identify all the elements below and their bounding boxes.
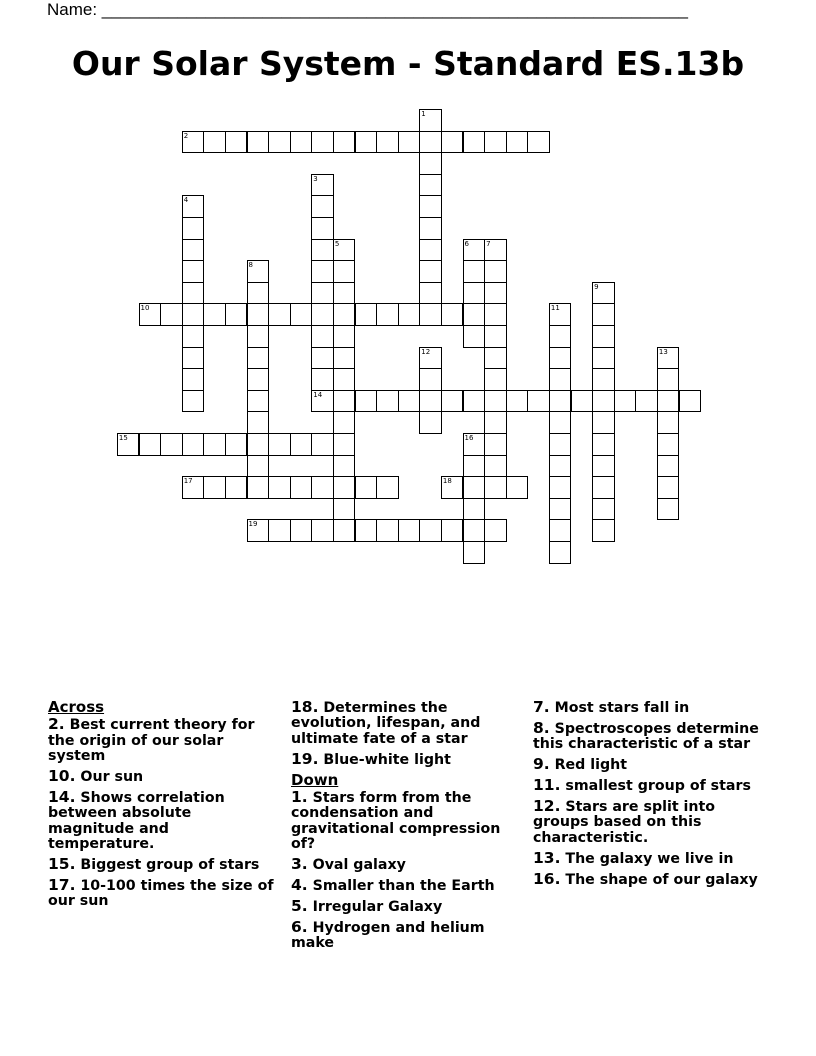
grid-cell[interactable] [247,455,270,478]
grid-cell[interactable] [657,498,680,521]
grid-cell[interactable] [549,519,572,542]
grid-cell[interactable] [463,476,486,499]
clue-number: 15. [48,855,76,874]
grid-cell[interactable] [657,411,680,434]
clue-text: Most stars fall in [549,700,690,716]
grid-cell[interactable] [182,368,205,391]
grid-cell[interactable] [657,390,680,413]
grid-cell[interactable] [311,131,334,154]
grid-cell[interactable] [484,433,507,456]
clue-number: 1. [291,788,308,807]
grid-cell[interactable] [290,131,313,154]
grid-cell[interactable] [592,347,615,370]
grid-cell[interactable] [355,390,378,413]
grid-cell[interactable] [463,239,486,262]
grid-cell[interactable] [419,303,442,326]
clue-text: Stars form from the condensation and gravitational compression of? [291,790,501,853]
grid-cell[interactable] [333,282,356,305]
grid-cell[interactable] [657,455,680,478]
clue-number: 4. [291,876,308,895]
clue-text: Oval galaxy [307,857,406,874]
grid-cell[interactable] [592,368,615,391]
grid-cell[interactable] [311,476,334,499]
grid-cell[interactable] [549,325,572,348]
clue-number: 3. [291,855,308,874]
grid-cell[interactable] [441,303,464,326]
clue-item [291,896,521,915]
grid-cell[interactable] [549,498,572,521]
clue-number-label: 16 [464,434,474,442]
grid-cell[interactable] [333,368,356,391]
grid-cell[interactable] [463,433,486,456]
grid-cell[interactable] [592,390,615,413]
grid-cell[interactable] [311,433,334,456]
grid-cell[interactable] [441,390,464,413]
grid-cell[interactable] [355,131,378,154]
grid-cell[interactable] [182,260,205,283]
clue-item [533,848,763,867]
grid-cell[interactable] [679,390,702,413]
grid-cell[interactable] [333,347,356,370]
grid-cell[interactable] [463,390,486,413]
clue-item [533,700,763,716]
clue-text: Biggest group of stars [75,857,260,874]
grid-cell[interactable] [333,498,356,521]
clue-item [533,869,763,888]
grid-cell[interactable] [333,131,356,154]
grid-cell[interactable] [484,455,507,478]
grid-cell[interactable] [419,260,442,283]
grid-cell[interactable] [182,239,205,262]
grid-cell[interactable] [592,498,615,521]
grid-cell[interactable] [182,390,205,413]
grid-cell[interactable] [311,519,334,542]
grid-cell[interactable] [247,411,270,434]
grid-cell[interactable] [398,519,421,542]
grid-cell[interactable] [182,282,205,305]
grid-cell[interactable] [182,476,205,499]
clue-text: smallest group of stars [560,778,751,795]
clue-number-label: 3 [313,174,318,183]
grid-cell[interactable] [333,260,356,283]
clue-number: 18. [291,698,319,716]
grid-cell[interactable] [419,368,442,391]
name-field[interactable]: Name: ______________________________________________________________ [47,0,688,19]
across-heading: Across [48,698,105,716]
grid-cell[interactable] [311,260,334,283]
clue-item [533,718,763,753]
grid-cell[interactable] [463,455,486,478]
grid-cell[interactable] [592,433,615,456]
grid-cell[interactable] [333,476,356,499]
grid-cell[interactable] [311,282,334,305]
grid-cell[interactable] [484,411,507,434]
grid-cell[interactable] [203,303,226,326]
grid-cell[interactable] [463,282,486,305]
grid-cell[interactable] [333,455,356,478]
grid-cell[interactable] [549,347,572,370]
clue-number-label: 6 [464,239,469,248]
grid-cell[interactable] [549,411,572,434]
grid-cell[interactable] [160,303,183,326]
clue-text: The galaxy we live in [560,850,734,867]
grid-cell[interactable] [376,519,399,542]
grid-cell[interactable] [355,303,378,326]
clue-item [291,700,521,747]
grid-cell[interactable] [247,368,270,391]
grid-cell[interactable] [484,325,507,348]
grid-cell[interactable] [527,131,550,154]
clue-item [291,857,521,873]
grid-cell[interactable] [527,390,550,413]
grid-cell[interactable] [463,498,486,521]
grid-cell[interactable] [355,519,378,542]
clue-number-label: 18 [442,477,452,486]
clue-text: The shape of our galaxy [560,871,758,888]
grid-cell[interactable] [419,411,442,434]
clue-item [291,917,521,952]
clue-text: 10-100 times the size of our sun [48,878,274,910]
grid-cell[interactable] [419,152,442,175]
clue-number: 6. [291,917,308,936]
clue-number: 13. [533,848,561,867]
grid-cell[interactable] [463,131,486,154]
grid-cell[interactable] [311,195,334,218]
clue-number: 7. [533,698,550,716]
grid-cell[interactable] [657,347,680,370]
grid-cell[interactable] [506,131,529,154]
grid-cell[interactable] [398,303,421,326]
grid-cell[interactable] [484,282,507,305]
grid-cell[interactable] [268,303,291,326]
grid-cell[interactable] [398,131,421,154]
grid-cell[interactable] [268,433,291,456]
grid-cell[interactable] [117,433,140,456]
grid-cell[interactable] [419,174,442,197]
grid-cell[interactable] [419,282,442,305]
grid-cell[interactable] [333,390,356,413]
grid-cell[interactable] [419,239,442,262]
grid-cell[interactable] [225,476,248,499]
grid-cell[interactable] [635,390,658,413]
grid-cell[interactable] [463,303,486,326]
grid-cell[interactable] [290,303,313,326]
clue-item [533,778,763,794]
grid-cell[interactable] [247,476,270,499]
grid-cell[interactable] [203,476,226,499]
grid-cell[interactable] [549,390,572,413]
grid-cell[interactable] [592,325,615,348]
clue-item [291,749,521,768]
clue-text: Best current theory for the origin of our solar system [48,717,255,765]
grid-cell[interactable] [614,390,637,413]
grid-cell[interactable] [484,131,507,154]
clue-text: Our sun [75,769,144,786]
clue-number-label: 13 [658,347,668,356]
clue-number-label: 11 [550,304,560,313]
grid-cell[interactable] [203,131,226,154]
grid-cell[interactable] [203,433,226,456]
grid-cell[interactable] [333,519,356,542]
clue-text: Determines the evolution, lifespan, and ultimate fate of a star [291,700,481,747]
grid-cell[interactable] [484,390,507,413]
grid-cell[interactable] [225,131,248,154]
clue-number-label: 19 [248,520,258,529]
grid-cell[interactable] [311,390,334,413]
down-heading: Down [291,770,339,789]
clue-item [291,878,521,894]
grid-cell[interactable] [657,368,680,391]
clues-column-3 [533,700,763,893]
grid-cell[interactable] [592,476,615,499]
clue-number: 2. [48,715,65,734]
grid-cell[interactable] [311,325,334,348]
grid-cell[interactable] [182,217,205,240]
grid-cell[interactable] [376,390,399,413]
clue-item [48,769,278,785]
grid-cell[interactable] [549,433,572,456]
grid-cell[interactable] [225,433,248,456]
grid-cell[interactable] [290,519,313,542]
grid-cell[interactable] [247,390,270,413]
grid-cell[interactable] [463,260,486,283]
grid-cell[interactable] [441,476,464,499]
grid-cell[interactable] [311,239,334,262]
grid-cell[interactable] [225,303,248,326]
page-title: Our Solar System - Standard ES.13b [71,44,745,83]
grid-cell[interactable] [549,455,572,478]
grid-cell[interactable] [376,303,399,326]
clue-number: 11. [533,776,561,795]
grid-cell[interactable] [463,325,486,348]
grid-cell[interactable] [419,347,442,370]
clue-number-label: 7 [486,239,491,248]
grid-cell[interactable] [592,519,615,542]
clue-number-label: 10 [140,304,150,313]
grid-cell[interactable] [441,519,464,542]
grid-cell[interactable] [247,519,270,542]
grid-cell[interactable] [268,131,291,154]
grid-cell[interactable] [247,260,270,283]
grid-cell[interactable] [139,433,162,456]
grid-cell[interactable] [657,433,680,456]
clue-number-label: 5 [334,239,340,248]
grid-cell[interactable] [419,109,442,132]
clues-column-2 [291,700,521,956]
grid-cell[interactable] [182,303,205,326]
grid-cell[interactable] [355,476,378,499]
grid-cell[interactable] [484,239,507,262]
grid-cell[interactable] [311,347,334,370]
grid-cell[interactable] [419,519,442,542]
grid-cell[interactable] [506,390,529,413]
clue-item [291,790,521,853]
grid-cell[interactable] [333,433,356,456]
grid-cell[interactable] [463,519,486,542]
grid-cell[interactable] [592,303,615,326]
grid-cell[interactable] [311,368,334,391]
clue-item [48,717,278,764]
clue-number: 17. [48,876,76,895]
grid-cell[interactable] [268,476,291,499]
grid-cell[interactable] [333,325,356,348]
grid-cell[interactable] [311,303,334,326]
grid-cell[interactable] [484,519,507,542]
grid-cell[interactable] [311,217,334,240]
grid-cell[interactable] [484,303,507,326]
clue-number: 10. [48,767,76,786]
clue-number-label: 14 [313,390,323,399]
clue-text: Irregular Galaxy [307,898,443,915]
clue-number: 8. [533,718,550,737]
grid-cell[interactable] [247,303,270,326]
grid-cell[interactable] [592,282,615,305]
grid-cell[interactable] [333,239,356,262]
clue-text: Shows correlation between absolute magnitude and temperature. [48,790,225,853]
grid-cell[interactable] [268,519,291,542]
grid-cell[interactable] [419,217,442,240]
clue-number-label: 12 [421,347,431,356]
clue-number: 9. [533,755,550,774]
grid-cell[interactable] [139,303,162,326]
grid-cell[interactable] [419,195,442,218]
clue-text: Red light [549,757,628,774]
grid-cell[interactable] [441,131,464,154]
grid-cell[interactable] [290,476,313,499]
grid-cell[interactable] [398,390,421,413]
grid-cell[interactable] [182,433,205,456]
clue-item [533,757,763,773]
grid-cell[interactable] [333,303,356,326]
grid-cell[interactable] [247,131,270,154]
grid-cell[interactable] [247,282,270,305]
clue-number: 5. [291,896,308,915]
grid-cell[interactable] [419,390,442,413]
grid-cell[interactable] [657,476,680,499]
grid-cell[interactable] [182,347,205,370]
grid-cell[interactable] [290,433,313,456]
grid-cell[interactable] [592,411,615,434]
clue-number-label: 2 [183,131,189,140]
clue-number-label: 15 [118,434,128,442]
grid-cell[interactable] [419,131,442,154]
grid-cell[interactable] [484,260,507,283]
clue-item [48,857,278,873]
grid-cell[interactable] [247,325,270,348]
clue-item [533,799,763,846]
clue-item [48,878,278,910]
clue-number-label: 17 [183,477,193,486]
grid-cell[interactable] [247,433,270,456]
clue-text: Blue-white light [318,751,451,768]
grid-cell[interactable] [333,411,356,434]
grid-cell[interactable] [549,541,572,564]
grid-cell[interactable] [484,347,507,370]
grid-cell[interactable] [311,174,334,197]
grid-cell[interactable] [376,476,399,499]
grid-cell[interactable] [549,476,572,499]
clue-item [48,790,278,853]
clue-number: 12. [533,797,561,816]
grid-cell[interactable] [549,303,572,326]
grid-cell[interactable] [571,390,594,413]
clue-text: Stars are split into groups based on this characteristic. [533,799,716,846]
clue-text: Spectroscopes determine this characteristic of a star [533,720,759,753]
clue-number: 16. [533,869,561,888]
clue-text: Hydrogen and helium make [291,919,485,952]
grid-cell[interactable] [463,541,486,564]
grid-cell[interactable] [376,131,399,154]
grid-cell[interactable] [182,131,205,154]
grid-cell[interactable] [549,368,572,391]
clue-number-label: 1 [421,110,426,118]
clue-number: 19. [291,749,319,768]
clue-number-label: 9 [594,282,599,291]
grid-cell[interactable] [592,455,615,478]
clue-text: Smaller than the Earth [307,878,495,895]
grid-cell[interactable] [484,368,507,391]
grid-cell[interactable] [182,325,205,348]
clue-number: 14. [48,788,76,807]
grid-cell[interactable] [506,476,529,499]
grid-cell[interactable] [247,347,270,370]
grid-cell[interactable] [160,433,183,456]
clues-column-1 [48,700,278,914]
grid-cell[interactable] [484,476,507,499]
clue-number-label: 4 [183,196,189,205]
grid-cell[interactable] [182,195,205,218]
clue-number-label: 8 [248,261,253,270]
